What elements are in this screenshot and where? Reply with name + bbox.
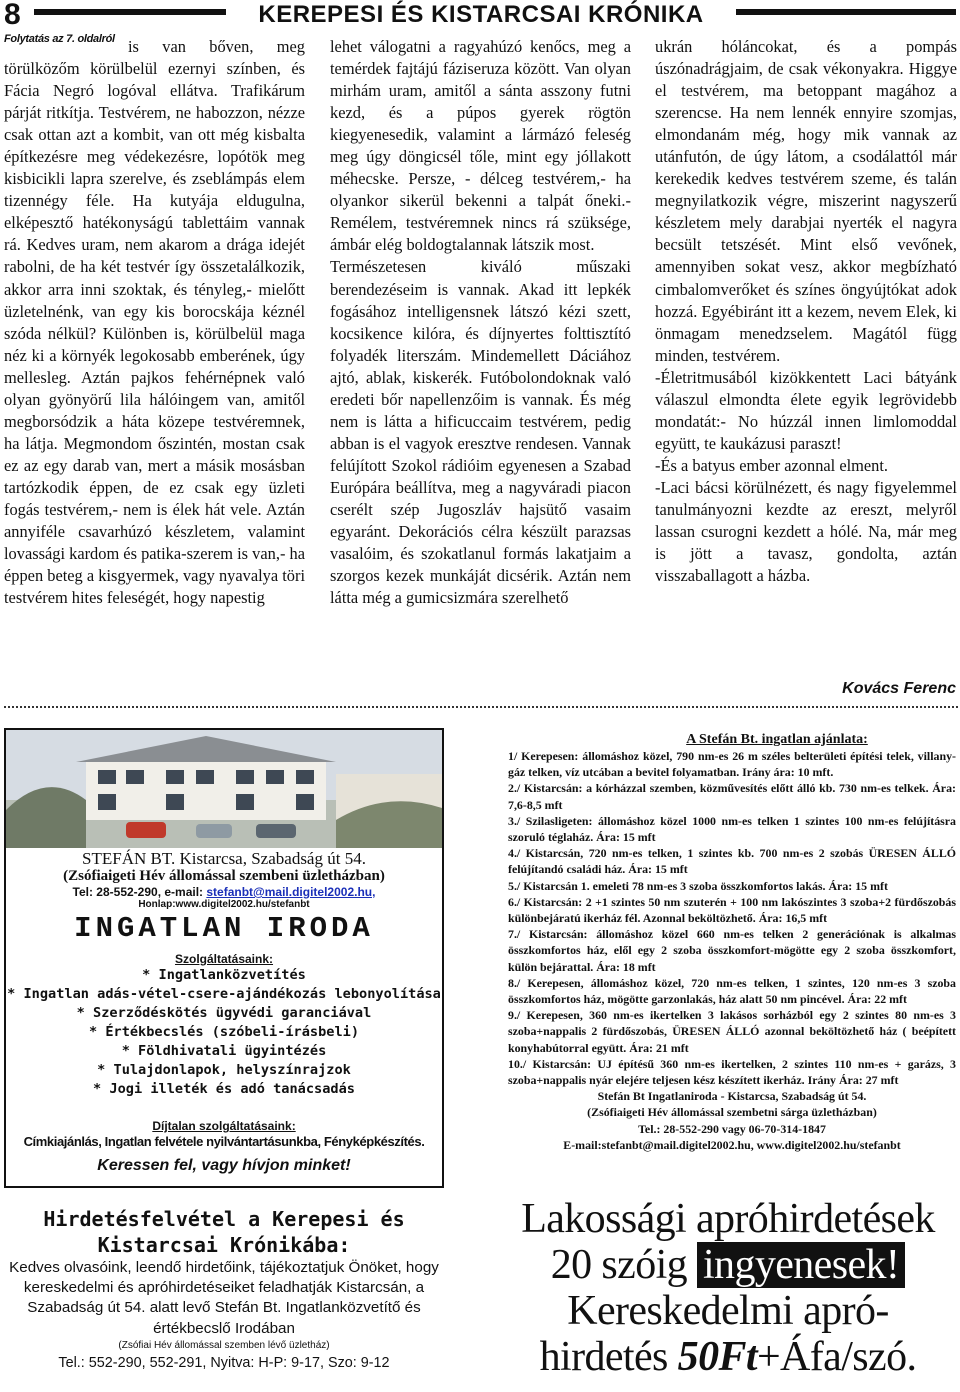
promo-line-4 — [500, 1334, 956, 1380]
ad-phone: Tel: 28-552-290, e-mail: — [72, 885, 207, 899]
ad-service-item: * Jogi illeték és adó tanácsadás — [93, 1081, 355, 1097]
promo-commercial-label: hirdetés — [539, 1334, 668, 1380]
article-paragraph: -Laci bácsi körülnézett, és nagy figyelemmel tanulmányozni kezdte az ereszt, melyről lassan csurogni kezdett a hólé. Na, már meg is jött a tavasz, gondolta, aztán visszaballagott a házba. — [655, 477, 957, 586]
article-column-1 — [4, 36, 305, 609]
listing-item: 8./ Kerepesen, állomáshoz közel, 720 nm-es telken, 1 szintes, 120 nm-es 3 szoba összkomfortos ház, mögötte garzonlakás, ház alatt 50 nm pincével. Ára: 22 mft — [508, 975, 956, 1007]
listing-item: 1/ Kerepesen: állomáshoz közel, 790 nm-es 26 m széles belterületi építési telek, villany-gáz telken, víz utcában a bevitel folyamatban. Irány ára: 10 mft. — [508, 749, 956, 780]
promo-line-3: Kereskedelmi apró- — [567, 1288, 889, 1334]
article-paragraph: is van bőven, meg törülközőm körülbelül ezernyi színben, és Fácia Negró logóval ellátva. Trafikárum párját ritkítja. Testvérem, ne habozzon, nézze csak ottan azt a kombit, van ott még kisbalta építkezésre meg védekezésre, lopótök meg kisbicikli lapra szerelve, és zseblámpás elem tizennégy féle. Ha kutyája eldugulna, elképesztő hatékonyságú tablettáim vannak rá. Kedves uram, nem akarom a drága idejét rabolni, de ha két testvér így összetalálkozik, akkor arra inni szoktak, és tényleg,- mielőtt üzletelnénk, van egy kis borocskája kéznél szóda nélkül? Különben is, körülbelül maga néz ki a környék legokosabb emberének, úgy mellesleg. Aztán pajkos fehérnépnek való olyan gyönyörű lila hálóingem van, amitől megborsódzik a háta közepe testvéremnek, ha látja. Megmondom őszintén, mostan csak ez az egy darab van, mert a másik mosásban tartózkodik éppen, de ez csak egy üzleti fogás testvérem,- nem is élek hát vele. Aztán annyiféle csavarhúzó készletem, valamint lovassági kardom és patika-szerem is van,- ha éppen beteg a kisgyermek, vagy nyavalya töri testvérem hites feleségét, hogy napestig — [4, 37, 305, 608]
ad-free-services: Címkiajánlás, Ingatlan felvétele nyilvántartásunkba, Fényképkészítés. — [23, 1134, 425, 1149]
ad-service-item: * Értékbecslés (szóbeli-írásbeli) — [88, 1024, 360, 1040]
listing-item: 4./ Kistarcsán, 720 nm-es telken, 1 szintes kb. 700 nm-es 2 szobás ÜRESEN ÁLLÓ felújítandó családi ház. Ára: 15 mft — [508, 846, 956, 877]
article-paragraph: lehet válogatni a ragyahúzó kenőcs, meg a temérdek fajtájú fáziseruza között. Van olyan mirhám uram, amitől a sánta asszony futni kezd, és a púpos gyerek rögtön kiegyenesedik, valamint a lármázó feleség meg úgy döngicsél tőle, mint egy jóllakott méhecske. Persze, - délceg testvérem,- ha olyankor sikerül bekenni a talpát őneki.- Remélem, testvéremnek nincs rá szüksége, ámbár elég boldogtalannak látszik most. — [330, 37, 631, 255]
masthead-rule-left — [34, 9, 226, 15]
article-paragraph: -És a batyus ember azonnal elment. — [655, 455, 889, 475]
ad-phone-email — [6, 885, 442, 899]
listing-item: 7./ Kistarcsán: állomáshoz közel 660 nm-es telken 2 generációnak is alkalmas összkomfortos ház, elől egy 2 szoba összkomfort-mögötte egy 2 szoba összkomfort, külön bejárattal. Ára: 18 mft — [508, 927, 956, 974]
ad-free-services-heading: Díjtalan szolgáltatásaink: — [152, 1119, 296, 1133]
intake-title: Hirdetésfelvétel a Kerepesi és Kistarcsai Krónikába: — [43, 1207, 405, 1257]
promo-line-2 — [500, 1242, 956, 1288]
promo-vat: +Áfa/szó. — [756, 1334, 917, 1380]
ad-email-link[interactable]: stefanbt@mail.digitel2002.hu, — [206, 885, 376, 899]
promo-free-limit: 20 szóig — [550, 1242, 688, 1288]
section-divider — [4, 706, 958, 708]
promo-free-highlight: ingyenesek! — [697, 1242, 905, 1288]
ad-service-item: * Ingatlanközvetítés — [142, 967, 306, 983]
listings-footer-line: Tel.: 28-552-290 vagy 06-70-314-1847 — [638, 1121, 826, 1136]
listings-footer-line: (Zsófiaigeti Hév állomással szembetni sárga üzletházban) — [587, 1105, 877, 1120]
listings-title: A Stefán Bt. ingatlan ajánlata: — [686, 732, 868, 747]
ad-contact — [6, 848, 442, 908]
ad-services-heading: Szolgáltatásaink: — [174, 952, 274, 966]
ad-intake-notice — [4, 1206, 444, 1373]
masthead-rule-right — [736, 9, 956, 15]
listings-footer — [508, 1088, 956, 1153]
continued-note: Folytatás az 7. oldalról — [4, 33, 115, 45]
article-paragraph: -Életritmusából kizökkentett Laci bátyánk válaszul elmondta élete egyik legrövidebb mondatát:- No húzzál innen limlomoddal együtt, te kaukázusi paraszt! — [655, 367, 957, 453]
real-estate-ad — [4, 728, 444, 1188]
masthead-title: KEREPESI ÉS KISTARCSAI KRÓNIKA — [258, 1, 704, 28]
ad-service-item: * Ingatlan adás-vétel-csere-ajándékozás lebonyolítása — [7, 986, 441, 1002]
ad-services-list — [6, 966, 442, 1099]
classifieds-promo — [500, 1196, 956, 1386]
property-listings — [508, 732, 956, 1153]
page-number: 8 — [4, 0, 21, 31]
listings-footer-line: E-mail:stefanbt@mail.digitel2002.hu, www.digitel2002.hu/stefanbt — [563, 1137, 901, 1152]
intake-body: Kedves olvasóink, leendő hirdetőink, tájékoztatjuk Önöket, hogy kereskedelmi és apróhirdetéseiket feladhatják Kistarcsán, a Szabadság út 54. alatt levő Stefán Bt. Ingatlanközvetítő és értékbecslő Irodában — [9, 1259, 439, 1337]
promo-line-1: Lakossági apróhirdetések — [521, 1196, 935, 1242]
ad-website[interactable]: Honlap:www.digitel2002.hu/stefanbt — [138, 899, 310, 910]
ad-service-item: * Földhivatali ügyintézés — [121, 1043, 327, 1059]
article-paragraph: Természetesen kiváló műszaki berendezéseim is vannak. Akad itt lepkék fogásához intelligensnek látszó kézi szett, kocsikence kilóra, és díjnyertes folttisztító folyadék literszám. Mindemellett Dáciához ajtó, ablak, kiskerék. Futóbolondoknak való eredeti bőr napellenzőim is vannak. És még nem is látta a hificuccaim testvérem, pedig abban is el vagyok eresztve rendesen. Vannak felújított Szokol rádióim egyenesen a Szabad Európára beállítva, meg a nagyváradi piacon cserélt szép Jugoszláv hajsütő vasaim egyaránt. Dekorációs célra készült parazsas vasalóim, és szokatlanul formás lakatjaim a szorgos kezek munkáját dicsérik. Aztán nem látta még a gumicsizmára szerelhető — [330, 257, 631, 608]
ad-office-title: INGATLAN IRODA — [74, 912, 374, 945]
listing-item: 5./ Kistarcsán 1. emeleti 78 nm-es 3 szoba összkomfortos lakás. Ára: 15 mft — [508, 878, 888, 893]
listing-item: 9./ Kerepesen, 360 nm-es ikertelken 3 lakásos sorházból egy 2 szintes 80 nm-es 3 szoba+nappalis 2 fürdőszobás, ÜRESEN ÁLLÓ azonnal beköltözhető ház ( beépített konyhabútorral együtt. Ára: 21 mft — [508, 1008, 956, 1055]
intake-contact: Tel.: 552-290, 552-291, Nyitva: H-P: 9-17, Szo: 9-12 — [58, 1354, 390, 1371]
ad-company-name: STEFÁN BT. Kistarcsa, Szabadság út 54. — [82, 849, 366, 868]
listing-item: 3./ Szilasligeten: állomáshoz közel 1000 nm-es telken 1 szintes 100 nm-es felújításra szoruló téglaház. Ára: 15 mft — [508, 813, 956, 845]
listings-footer-line: Stefán Bt Ingatlaniroda - Kistarcsa, Szabadság út 54. — [597, 1089, 867, 1104]
article-column-3 — [655, 36, 957, 587]
article-author: Kovács Ferenc — [842, 680, 956, 697]
ad-service-item: * Szerződéskötés ügyvédi garanciával — [76, 1005, 372, 1021]
listing-item: 2./ Kistarcsán: a kórházzal szemben, közművesítés előtt álló kb. 730 nm-es telkek. Ára: 7,6-8,5 mft — [508, 781, 956, 812]
ad-slogan: Keressen fel, vagy hívjon minket! — [97, 1157, 351, 1174]
article-column-2 — [330, 36, 631, 609]
listing-item: 10./ Kistarcsán: UJ építésű 360 nm-es ikertelken, 2 szintes 110 nm-es + garázs, 3 szoba+nappalis nyár elejére teljesen kész készített ikerház. Irány Ára: 27 mft — [508, 1056, 956, 1088]
intake-location-note: (Zsófiai Hév állomással szemben lévő üzletház) — [118, 1339, 330, 1351]
article-paragraph: ukrán hóláncokat, és a pompás úszónadrágjaim, de csak vékonyakra. Higgye el testvérem, ma betoppant magához a szerencse. Ha nem lennék ennyire szomjas, elmondanám még, hogy mik vannak az utánfutón, de úgy látom, a csodálattól már kerekedik kedves testvérem szeme, és talán megnyilatkozik végre, miszerint nagyszerű készletem mely darabjai nyerték el nagyra becsült tetszését. Mint első vevőnek, amennyiben sokat vesz, akkor megbízható cimbalomverőket és színes öngyújtókat adok hozzá. Egyébiránt itt a kezem, nevem Elek, ki önmagam menedzselem. Magától függ minden, testvérem. — [655, 37, 957, 365]
listing-item: 6./ Kistarcsán: 2 +1 szintes 50 nm szuterén + 100 nm lakószintes 3 szoba+2 fürdőszobás különbejáratú ikerház fél. Azonnal beköltözhető. Ára: 16,5 mft — [508, 894, 956, 926]
ad-location-note: (Zsófiaigeti Hév állomással szembeni üzletházban) — [63, 868, 385, 884]
promo-price: 50Ft — [677, 1334, 757, 1380]
ad-service-item: * Tulajdonlapok, helyszínrajzok — [97, 1062, 351, 1078]
house-photo — [6, 730, 442, 848]
